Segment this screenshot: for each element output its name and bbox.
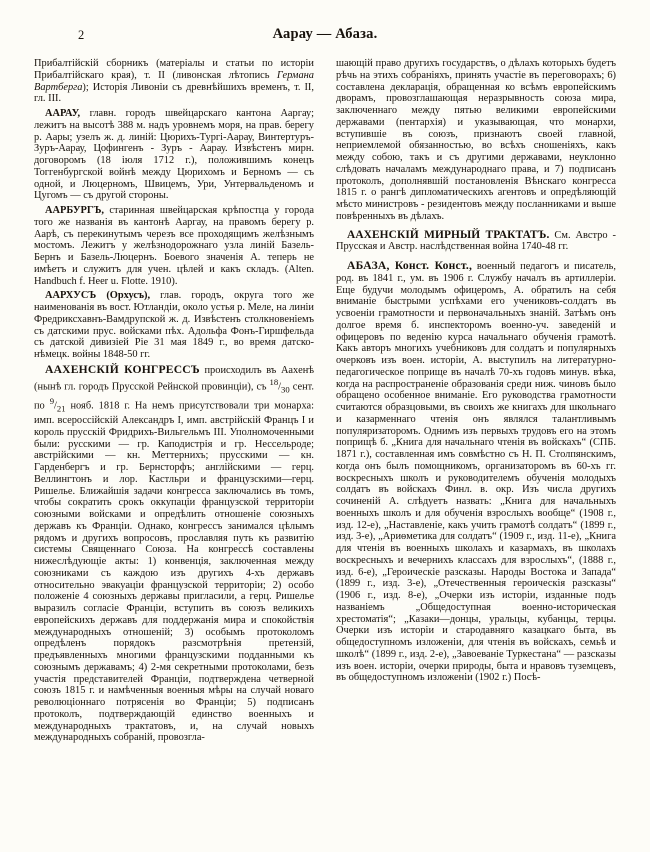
left-column	[34, 58, 314, 838]
entry-headword: ААРАУ,	[45, 108, 81, 119]
dictionary-entry: ААРХУСЪ (Орхусъ), глав. городъ, округа того же наименованія въ вост. Ютландіи, около устья р. Меле, на линіи Фредриксхавнъ-Вамдрупской ж. д. Извѣстенъ столкновеніемъ съ датскими прус. войсками пѣх. Адольфа Фонъ-Гиршфельда съ датской дивизіей Ріе 31 мая 1849 г., во время датско-нѣмецк. войны 1848-50 гг.	[34, 290, 314, 360]
dictionary-entry: ААРБУРГЪ, старинная швейцарская крѣпостца у города того же названія въ кантонѣ Ааргау, на правомъ берегу р. Аарѣ, съ перекинутымъ черезъ все проходящимъ желѣзнымъ мостомъ. Лежитъ у желѣзнодорожнаго узла линій Базель-Бернъ и Базель-Люцернъ. Боевого значенія А. теперь не имѣетъ и служитъ для учен. цѣлей и какъ складъ. (Alten. Handbuch f. Heer u. Flotte. 1910).	[34, 205, 314, 287]
two-column-body	[34, 58, 616, 838]
running-title: Аарау — Абаза.	[272, 26, 378, 42]
entry-headword: АБАЗА, Конст. Конст.,	[347, 259, 473, 272]
cross-reference-entry: ААХЕНСКІЙ МИРНЫЙ ТРАКТАТЪ. См. Австро - Прусская и Австр. наслѣдственная война 1740-48 гг.	[336, 228, 616, 253]
dictionary-entry: АБАЗА, Конст. Конст., военный педагогъ и писатель, род. въ 1841 г., ум. въ 1906 г. Службу началъ въ артиллеріи. Еще будучи молодымъ офицеромъ, А. обратилъ на себя вниманіе быстрыми успѣхами его учениковъ-солдатъ въ усвоеніи грамотности и первоначальныхъ знаній. Затѣмъ онъ долгое время б. инспекторомъ военно-уч. заведеній и офицеровъ по веденію курса начальнаго обученія грамотѣ. Какъ авторъ многихъ учебниковъ для солдатъ и популярныхъ очерковъ изъ воен. исторіи, А. выступилъ на литературно-педагогическое поприще въ началѣ 70-хъ годовъ минув. вѣка, когда на распространеніе образованія среди ниж. чиновъ было обращено особенное вниманіе. Его руководства грамотности считаются образцовыми, въ своихъ же книгахъ для школьнаго и казарменнаго чтенія онъ являлся талантливымъ популяризаторомъ. Однимъ изъ первыхъ трудовъ его на этомъ поприщѣ б. „Книга для начальнаго чтенія въ войскахъ“ (СПБ. 1871 г.), составленная имъ совмѣстно съ Н. П. Столпянскимъ, когда онъ былъ помощникомъ, организаторомъ въ 60-хъ гг. воскресныхъ школъ и руководителемъ обученія молодыхъ солдатъ въ войскахъ Финл. в. окр. Изъ числа другихъ сочиненій А. слѣдуетъ назвать: „Книга для начальныхъ военныхъ школъ и для обученія взрослыхъ вообще“ (1908 г., изд. 12-е), „Наставленіе, какъ учить грамотѣ солдатъ“ (1899 г., изд. 3-е), „Ариѳметика для солдатъ“ (1909 г., изд. 11-е), „Книга для чтенія въ военныхъ школахъ и казармахъ, въ школахъ воскресныхъ и вечернихъ классахъ для взрослыхъ“, (1888 г., изд. 6-е), „Героическіе разсказы. Народы Востока и Запада“ (1899 г., изд. 3-е), „Отечественныя героическія разсказы“ (1906 г., изд. 8-е), „Очерки изъ исторіи, изданные подъ названіемъ „Общедоступная военно-историческая хрестоматія“; „Казаки—донцы, уральцы, кубанцы, терцы. Очерки изъ исторіи и стародавняго казацкаго быта, въ общедоступномъ изложеніи, для чтенія въ войскахъ, семьѣ и школѣ“ (1899 г., изд. 2-е), „Завоеваніе Туркестана“ — разсказы изъ воен. исторіи, очерки природы, быта и нравовъ туземцевъ, въ общедоступномъ изложеніи (1902 г.) Посѣ-	[336, 259, 616, 684]
dictionary-entry: ААРАУ, главн. городъ швейцарскаго кантона Ааргау; лежитъ на высотѣ 388 м. надъ уровнемъ моря, на прав. берегу р. Аары; узелъ ж. д. линій: Цюрихъ-Тургі-Аарау, Винтертуръ-Зуръ-Аарау, Цофингенъ - Зуръ - Аарау. Извѣстенъ мирн. договоромъ (18 іюля 1712 г.), положившимъ конецъ Тоггенбургской войнѣ между Цюрихомъ и Берномъ — съ одной, и Люцерномъ, Швицемъ, Ури, Унтервальденомъ и Цугомъ — съ другой стороны.	[34, 108, 314, 202]
entry-headword: ААРБУРГЪ,	[45, 205, 104, 216]
paragraph: шающій право другихъ государствъ, о дѣлахъ которыхъ будетъ рѣчь на этихъ собраніяхъ, принять участіе въ переговорахъ; 6) составлена декларація, обращенная ко всѣмъ европейскимъ дворамъ, провозглашающая неразрывность союза мира, заключеннаго между пятью великими европейскими державами (пентархія) и указывающая, что монархи, вступившіе въ союзъ, признаютъ своей главной, неприемлемой обязанностью, во всѣхъ сношеніяхъ, какъ между собою, такъ и съ другими державами, неуклонно слѣдовать началамъ международнаго права, и 7) подписанъ протоколъ, дополнявшій постановленія Вѣнскаго конгресса 1815 г. о рангѣ дипломатическихъ агентовъ и опредѣляющій мѣсто министровъ - резидентовъ между посланниками и выше повѣренныхъ въ дѣлахъ.	[336, 58, 616, 222]
entry-headword: ААРХУСЪ (Орхусъ),	[45, 290, 151, 302]
right-column	[336, 58, 616, 838]
paragraph: Прибалтійскій сборникъ (матеріалы и статьи по исторіи Прибалтійскаго края), т. II (ливонская лѣтопись Германа Вартберга); Исторія Ливоніи съ древнѣйшихъ временъ, т. II, гл. III.	[34, 58, 314, 105]
entry-headword: ААХЕНСКІЙ МИРНЫЙ ТРАКТАТЪ.	[347, 228, 550, 241]
dictionary-entry: ААХЕНСКІЙ КОНГРЕССЪ происходилъ въ Ааxенѣ (нынѣ гл. городъ Прусской Рейнской провинціи), съ $^{18}/_{30}$ сент. по $^9/_{21}$ нояб. 1818 г. На немъ присутствовали три монарха: имп. всероссійскій Александръ I, имп. австрійскій Францъ I и король прусскій Фридрихъ-Вильгельмъ III. Уполномоченными были: русскими — гр. Каподистрія и гр. Нессельроде; австрійскими — кн. Меттернихъ; прусскими — кн. Гарденбергъ и гр. Бернсторфъ; англійскими — герц. Веллингтонъ и лор. Кастльри и французскими—герц. Ришелье. Ближайшія задачи конгресса заключались въ томъ, чтобы сократить срокъ оккупаціи французской территоріи союзными войсками и опредѣлить отношеніе союзныхъ державъ къ Франціи. Однако, конгрессъ занимался цѣлымъ рядомъ и другихъ вопросовъ, прославляя путь къ развитію системы Священнаго Союза. На конгрессѣ составлены нижеслѣдующіе акты: 1) конвенція, заключенная между союзниками съ каждою изъ другихъ 4-хъ державъ относительно эвакуаціи французской территоріи; 2) особо положеніе 4 союзныхъ державы пригласили, а герц. Ришелье выразилъ согласіе Франціи, вступить въ союзъ великихъ европейскихъ державъ для поддержанія мира и спокойствія международныхъ отношеній; 3) особымъ протоколомъ опредѣленъ порядокъ разсмотрѣнія претензій, предъявленныхъ многими французскими подданными къ союзнымъ державамъ; 4) 2-мя секретными протоколами, безъ участія представителей Франціи, подтверждена четверной союзъ 1815 г. и намѣченныя военныя мѣры на случай новаго революціоннаго потрясенія во Франціи; 5) подписанъ протоколъ, подтверждающій единство военныхъ и международныхъ трактатовъ, и, на случай новыхъ международныхъ собраній, провозгла-	[34, 362, 315, 744]
page-number: 2	[78, 28, 85, 42]
page-header	[34, 26, 616, 52]
entry-headword: ААХЕНСКІЙ КОНГРЕССЪ	[45, 362, 200, 376]
